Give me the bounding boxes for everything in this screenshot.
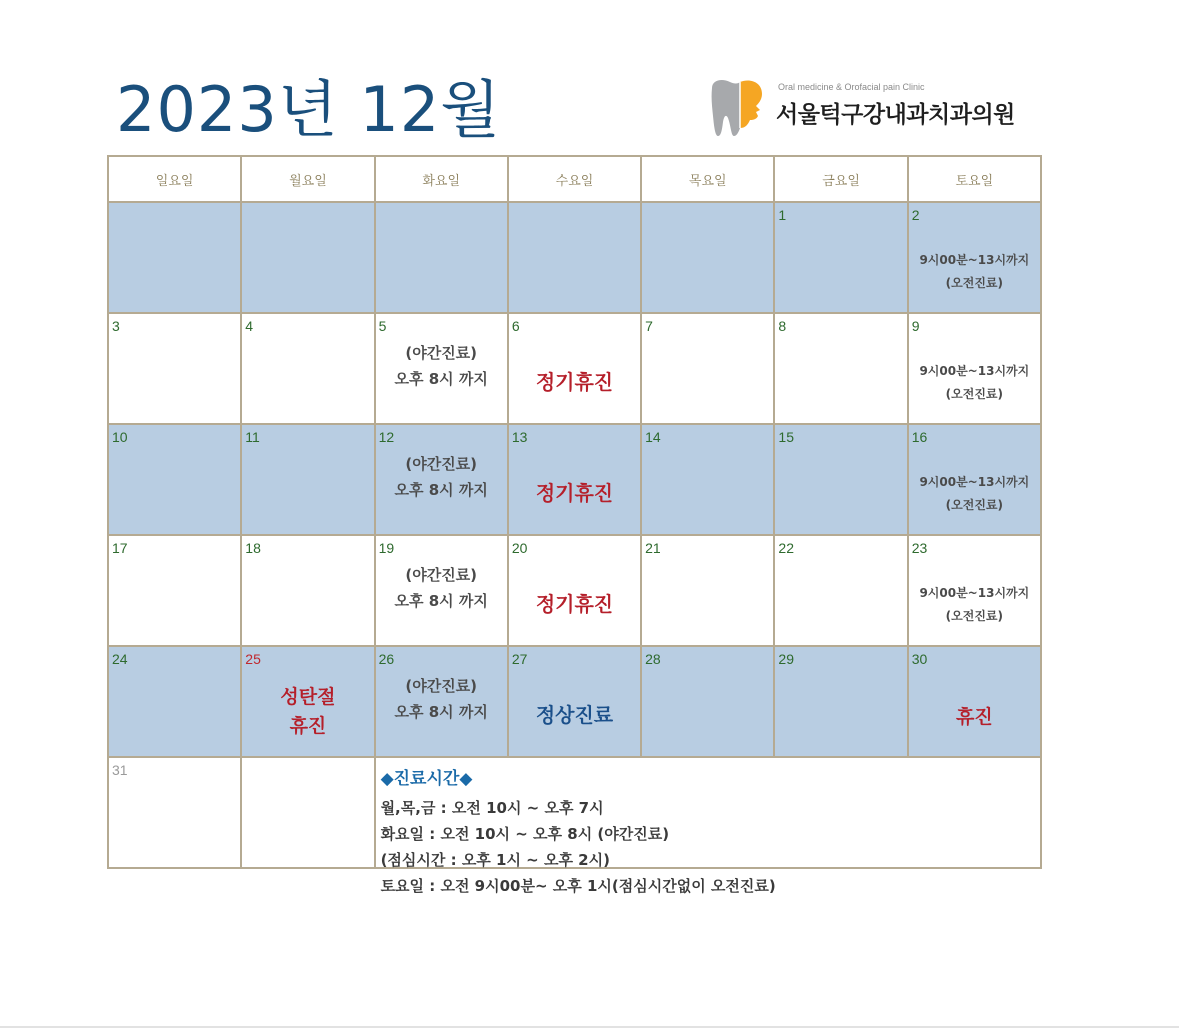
day-cell: [375, 424, 508, 535]
day-number: 8: [778, 318, 787, 334]
day-cell: [241, 757, 374, 868]
saturday-hours-time: 9시00분~13시까지: [919, 364, 1030, 378]
day-cell: [508, 424, 641, 535]
day-cell: [908, 646, 1041, 757]
hours-tuesday: 화요일 : 오전 10시 ~ 오후 8시 (야간진료): [380, 825, 670, 843]
day-cell: [774, 202, 907, 313]
day-cell: [241, 646, 374, 757]
night-clinic-label: (야간진료): [405, 566, 478, 584]
day-number-holiday: 25: [245, 651, 261, 667]
page-title: 2023년 12월: [116, 73, 502, 146]
saturday-hours-note: (오전진료): [945, 276, 1004, 290]
day-number: 26: [378, 651, 395, 667]
day-cell: [774, 535, 907, 646]
saturday-hours-time: 9시00분~13시까지: [919, 586, 1030, 600]
day-cell: [908, 535, 1041, 646]
saturday-closed-label: 휴진: [955, 706, 993, 728]
weekday-fri: 금요일: [774, 156, 907, 202]
day-number: 28: [645, 651, 661, 667]
day-number: 18: [245, 540, 261, 556]
day-number: 21: [645, 540, 661, 556]
day-cell: [375, 202, 508, 313]
hours-saturday: 토요일 : 오전 9시00분~ 오후 1시(점심시간없이 오전진료): [380, 877, 776, 895]
day-number: 2: [911, 207, 920, 223]
night-clinic-time: 오후 8시 까지: [394, 481, 488, 499]
calendar-table: [107, 155, 1042, 895]
day-number: 19: [378, 540, 395, 556]
christmas-label: 성탄절: [280, 686, 336, 708]
weekday-mon: 월요일: [241, 156, 374, 202]
night-clinic-note: [376, 451, 507, 503]
weekday-sun: 일요일: [108, 156, 241, 202]
saturday-hours: [909, 471, 1040, 517]
day-number: 17: [112, 540, 128, 556]
clinic-hours-cell: [375, 757, 1041, 895]
regular-closed-label: 정기휴진: [535, 370, 614, 394]
saturday-hours-time: 9시00분~13시까지: [919, 253, 1030, 267]
night-clinic-label: (야간진료): [405, 677, 478, 695]
day-number: 12: [378, 429, 395, 445]
day-cell: [908, 424, 1041, 535]
day-number: 13: [511, 429, 528, 445]
saturday-hours-note: (오전진료): [945, 609, 1004, 623]
day-cell: [108, 757, 241, 868]
day-cell: [508, 646, 641, 757]
day-number: 1: [778, 207, 787, 223]
day-cell: [241, 313, 374, 424]
christmas-closed-label: 휴진: [289, 715, 327, 737]
weekday-wed: 수요일: [508, 156, 641, 202]
day-number: 30: [911, 651, 928, 667]
day-number: 5: [378, 318, 387, 334]
day-cell: [641, 646, 774, 757]
weekday-header-row: [108, 156, 1041, 202]
day-number: 15: [778, 429, 794, 445]
day-number: 29: [778, 651, 794, 667]
day-cell: [108, 202, 241, 313]
day-cell: [108, 646, 241, 757]
week-row-3: [108, 424, 1041, 535]
day-number: 14: [645, 429, 661, 445]
christmas-closed-note: [242, 683, 373, 741]
day-number: 16: [911, 429, 928, 445]
day-number: 11: [245, 429, 260, 445]
day-cell: [508, 313, 641, 424]
night-clinic-note: [376, 562, 507, 614]
day-cell: [908, 313, 1041, 424]
weekday-tue: 화요일: [375, 156, 508, 202]
saturday-hours-note: (오전진료): [945, 387, 1004, 401]
tooth-face-icon: [706, 78, 770, 142]
night-clinic-time: 오후 8시 까지: [394, 370, 488, 388]
night-clinic-label: (야간진료): [405, 344, 478, 362]
logo-name: 서울턱구강내과치과의원: [776, 102, 1015, 128]
day-number: 22: [778, 540, 794, 556]
day-cell: [241, 424, 374, 535]
day-number: 31: [112, 762, 128, 778]
regular-closed-label: 정기휴진: [535, 481, 614, 505]
night-clinic-note: [376, 340, 507, 392]
day-cell: [641, 313, 774, 424]
weekday-sat: 토요일: [908, 156, 1041, 202]
day-cell: [375, 313, 508, 424]
day-cell: [908, 202, 1041, 313]
saturday-hours: [909, 582, 1040, 628]
day-number: 6: [511, 318, 520, 334]
logo-tagline: Oral medicine & Orofacial pain Clinic: [778, 82, 925, 92]
day-number: 7: [645, 318, 653, 334]
week-row-6: [108, 757, 1041, 868]
day-number: 3: [112, 318, 120, 334]
day-cell: [241, 535, 374, 646]
bottom-divider: [0, 1026, 1179, 1028]
day-cell: [774, 424, 907, 535]
saturday-hours-time: 9시00분~13시까지: [919, 475, 1030, 489]
regular-closed-label: 정기휴진: [535, 592, 614, 616]
day-number: 24: [112, 651, 128, 667]
day-cell: [641, 424, 774, 535]
day-number: 4: [245, 318, 254, 334]
day-cell: [774, 646, 907, 757]
week-row-5: [108, 646, 1041, 757]
week-row-4: [108, 535, 1041, 646]
day-number: 9: [911, 318, 920, 334]
saturday-hours-note: (오전진료): [945, 498, 1004, 512]
day-number: 20: [511, 540, 528, 556]
day-number: 23: [911, 540, 928, 556]
day-cell: [774, 313, 907, 424]
day-cell: [641, 202, 774, 313]
night-clinic-label: (야간진료): [405, 455, 478, 473]
saturday-hours: [909, 249, 1040, 295]
night-clinic-time: 오후 8시 까지: [394, 703, 488, 721]
night-clinic-time: 오후 8시 까지: [394, 592, 488, 610]
day-cell: [241, 202, 374, 313]
day-cell: [508, 535, 641, 646]
day-cell: [108, 424, 241, 535]
clinic-hours: [381, 764, 776, 899]
clinic-hours-title: ◆진료시간◆: [380, 769, 473, 789]
day-number: 27: [511, 651, 528, 667]
day-number: 10: [112, 429, 128, 445]
clinic-logo: [706, 78, 1036, 142]
weekday-thu: 목요일: [641, 156, 774, 202]
week-row-2: [108, 313, 1041, 424]
day-cell: [375, 535, 508, 646]
normal-clinic-label: 정상진료: [535, 703, 614, 727]
day-cell: [508, 202, 641, 313]
week-row-1: [108, 202, 1041, 313]
day-cell: [108, 535, 241, 646]
hours-weekday: 월,목,금 : 오전 10시 ~ 오후 7시: [380, 799, 604, 817]
night-clinic-note: [376, 673, 507, 725]
saturday-hours: [909, 360, 1040, 406]
hours-lunch: (점심시간 : 오후 1시 ~ 오후 2시): [380, 851, 610, 869]
day-cell: [375, 646, 508, 757]
day-cell: [641, 535, 774, 646]
day-cell: [108, 313, 241, 424]
